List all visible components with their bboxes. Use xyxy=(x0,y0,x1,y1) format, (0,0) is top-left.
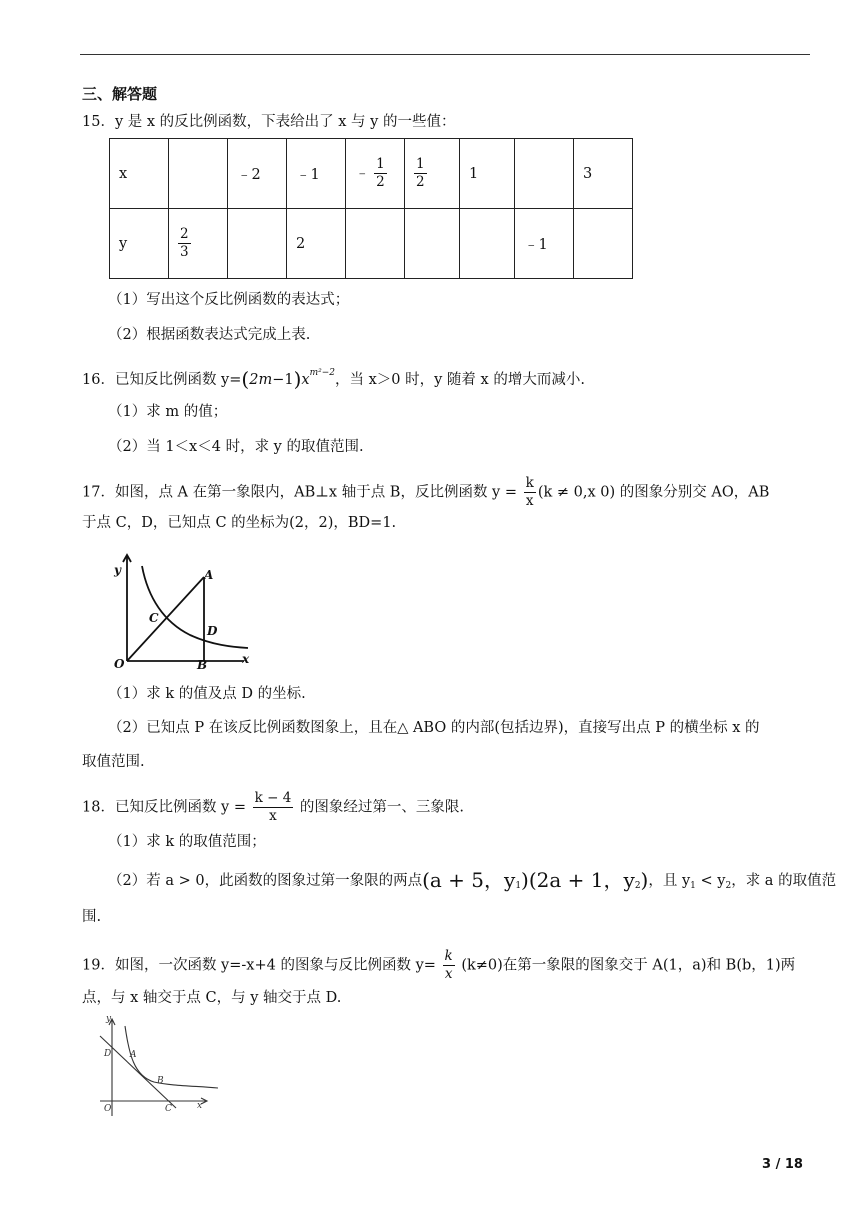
q16-stem: 16．已知反比例函数 $y=(2m-1)x^{m^2-2}$，当 x＞0 时，y 随着 x 的增大而减小. xyxy=(82,367,585,391)
cell-x-neg2: ﹣2 xyxy=(228,139,287,209)
fig-label-B: B xyxy=(157,1076,164,1086)
section-title: 三、解答题 xyxy=(82,85,158,103)
q18-stem: 18．已知反比例函数 y = $\frac{k - 4}{x}$ 的图象经过第一、三象限. xyxy=(82,790,465,824)
fraction-k-over-x: $\frac{k}{x}$ xyxy=(444,948,453,982)
neg-sign: ﹣ xyxy=(355,165,370,182)
fig-label-O: O xyxy=(104,1104,112,1114)
q16-part1: （1）求 m 的值； xyxy=(108,404,228,420)
cell-x-neg1: ﹣1 xyxy=(287,139,346,209)
cell-x-neg-half xyxy=(346,139,405,209)
fig-label-A: A xyxy=(204,568,214,582)
header-rule xyxy=(80,54,810,55)
page-number: 3 / 18 xyxy=(762,1157,803,1172)
fig-label-B: B xyxy=(197,658,208,672)
q17-figure xyxy=(108,550,268,675)
q18-part1: （1）求 k 的取值范围； xyxy=(108,834,266,850)
table-row-y xyxy=(110,209,633,279)
q15-part1: （1）写出这个反比例函数的表达式； xyxy=(108,292,350,308)
q18-part2: （2）若 a > 0，此函数的图象过第一象限的两点(a + 5，$y_1)(2a + 1$，$y_2$)，且 $y_1 < y_2$，求 a 的取值范 xyxy=(108,868,837,892)
fraction-k-minus-4-over-x: $\frac{k - 4}{x}$ xyxy=(254,790,292,824)
q17-part1: （1）求 k 的值及点 D 的坐标. xyxy=(108,686,306,702)
hyperbola-curve xyxy=(125,1026,218,1088)
q17-stem: 17．如图，点 A 在第一象限内，AB⊥x 轴于点 B，反比例函数 y = $\frac{k}{x}$ (k ≠ 0,x 0) 的图象分别交 AO，AB xyxy=(82,475,770,509)
fig-label-y: y xyxy=(106,1014,112,1024)
cell-y-blank xyxy=(574,209,633,279)
cell-y-two: 2 xyxy=(287,209,346,279)
cell-y-two-thirds xyxy=(169,209,228,279)
cell-y-blank xyxy=(405,209,460,279)
fig-label-D: D xyxy=(207,624,218,638)
fig-label-O: O xyxy=(114,657,125,671)
linear-function-line xyxy=(100,1036,176,1108)
q15-part2: （2）根据函数表达式完成上表. xyxy=(108,327,311,343)
fraction-two-thirds: $\frac{2}{3}$ xyxy=(180,226,189,260)
q18-part2-line2: 围. xyxy=(82,909,102,925)
table-row-x xyxy=(110,139,633,209)
cell-y-neg1: ﹣1 xyxy=(515,209,574,279)
fraction-half: $\frac{1}{2}$ xyxy=(416,156,425,190)
fig-label-x: x xyxy=(197,1101,203,1111)
fraction-half: $\frac{1}{2}$ xyxy=(376,156,385,190)
q16-part2: （2）当 1＜x＜4 时，求 y 的取值范围. xyxy=(108,439,364,455)
fig-label-y: y xyxy=(114,563,121,577)
cell-x-one: 1 xyxy=(460,139,515,209)
hyperbola-curve xyxy=(142,566,248,648)
cell-y-blank xyxy=(346,209,405,279)
cell-y-label: y xyxy=(110,209,169,279)
q19-stem: 19．如图，一次函数 y=-x+4 的图象与反比例函数 y= $\frac{k}{x}$ (k≠0)在第一象限的图象交于 A(1，a)和 B(b，1)两 xyxy=(82,948,796,982)
fig-label-C: C xyxy=(165,1104,172,1114)
fig-label-D: D xyxy=(104,1049,112,1059)
cell-x-blank xyxy=(169,139,228,209)
fig-label-x: x xyxy=(242,652,250,666)
cell-y-blank xyxy=(228,209,287,279)
q15-stem: 15．y 是 x 的反比例函数，下表给出了 x 与 y 的一些值： xyxy=(82,114,456,130)
fig-label-A: A xyxy=(130,1050,137,1060)
q17-line2: 于点 C，D，已知点 C 的坐标为(2，2)，BD=1. xyxy=(82,515,397,531)
cell-x-half xyxy=(405,139,460,209)
q19-figure xyxy=(98,1012,218,1118)
q19-line2: 点，与 x 轴交于点 C，与 y 轴交于点 D. xyxy=(82,990,342,1006)
q17-part2: （2）已知点 P 在该反比例函数图象上，且在△ ABO 的内部(包括边界)，直接写出点 P 的横坐标 x 的 xyxy=(108,720,760,736)
q17-part2-line2: 取值范围. xyxy=(82,754,145,770)
fig-label-C: C xyxy=(149,611,159,625)
segment-OA xyxy=(127,577,204,661)
cell-x-three: 3 xyxy=(574,139,633,209)
fraction-k-over-x: $\frac{k}{x}$ xyxy=(525,475,534,509)
cell-y-blank xyxy=(460,209,515,279)
cell-x-blank xyxy=(515,139,574,209)
q15-values-table xyxy=(109,138,633,279)
cell-x-label: x xyxy=(110,139,169,209)
